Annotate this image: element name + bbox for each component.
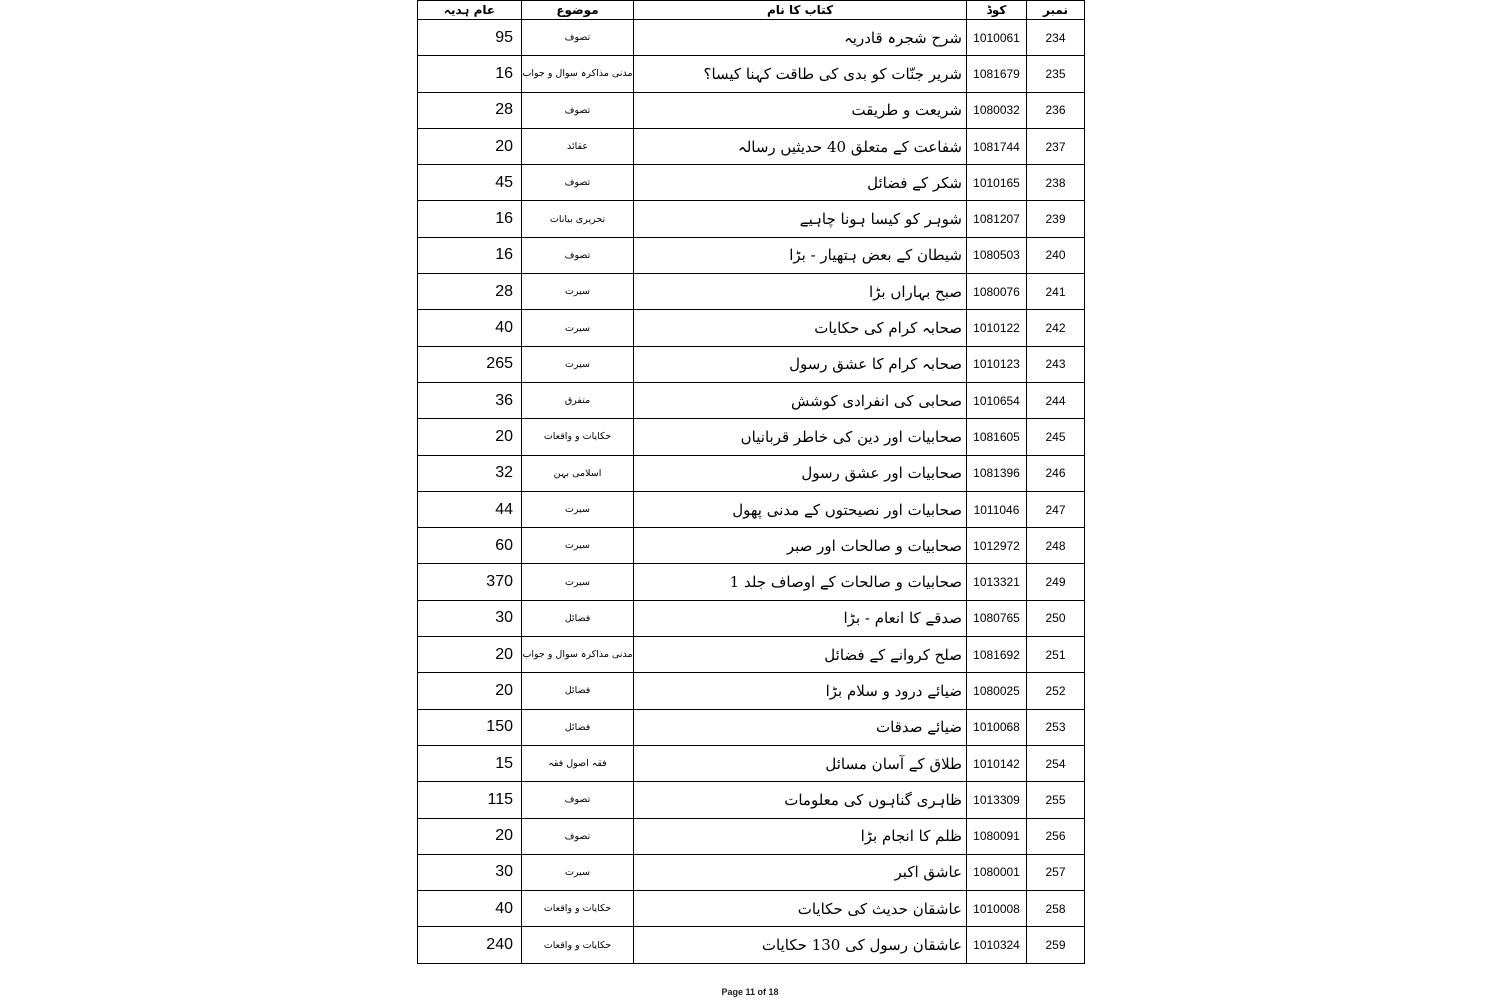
- table-row: [418, 564, 1085, 600]
- book-title-cell: صحابیات اور عشق رسول: [634, 455, 967, 491]
- price-cell: 60: [418, 528, 522, 564]
- number-cell: 248: [1027, 528, 1085, 564]
- table-row: [418, 600, 1085, 636]
- number-cell: 254: [1027, 745, 1085, 781]
- number-cell: 236: [1027, 92, 1085, 128]
- header-price: عام ہدیہ: [418, 1, 522, 20]
- table-row: [418, 891, 1085, 927]
- table-header: [418, 1, 1085, 20]
- number-cell: 237: [1027, 128, 1085, 164]
- price-cell: 16: [418, 56, 522, 92]
- price-cell: 28: [418, 274, 522, 310]
- number-cell: 258: [1027, 891, 1085, 927]
- table-row: [418, 274, 1085, 310]
- book-title-cell: عاشقان حدیث کی حکایات: [634, 891, 967, 927]
- topic-cell: تصوف: [522, 165, 634, 201]
- topic-cell: اسلامی بہن: [522, 455, 634, 491]
- book-title-cell: شیطان کے بعض ہتھیار - بڑا: [634, 237, 967, 273]
- catalog-sheet: [417, 0, 1084, 964]
- table-row: [418, 854, 1085, 890]
- book-title-cell: شفاعت کے متعلق 40 حدیثیں رسالہ: [634, 128, 967, 164]
- number-cell: 249: [1027, 564, 1085, 600]
- price-cell: 115: [418, 782, 522, 818]
- table-row: [418, 818, 1085, 854]
- number-cell: 246: [1027, 455, 1085, 491]
- topic-cell: فضائل: [522, 673, 634, 709]
- book-title-cell: صحابہ کرام کی حکایات: [634, 310, 967, 346]
- code-cell: 1081692: [967, 637, 1027, 673]
- header-title: کتاب کا نام: [634, 1, 967, 20]
- book-title-cell: ظاہری گناہوں کی معلومات: [634, 782, 967, 818]
- code-cell: 1013309: [967, 782, 1027, 818]
- code-cell: 1080765: [967, 600, 1027, 636]
- code-cell: 1080091: [967, 818, 1027, 854]
- price-cell: 150: [418, 709, 522, 745]
- book-title-cell: شریعت و طریقت: [634, 92, 967, 128]
- topic-cell: تصوف: [522, 92, 634, 128]
- code-cell: 1081605: [967, 419, 1027, 455]
- price-cell: 20: [418, 128, 522, 164]
- topic-cell: عقائد: [522, 128, 634, 164]
- table-row: [418, 709, 1085, 745]
- topic-cell: مدنی مذاکرہ سوال و جواب: [522, 637, 634, 673]
- price-cell: 30: [418, 600, 522, 636]
- code-cell: 1010142: [967, 745, 1027, 781]
- table-row: [418, 491, 1085, 527]
- price-cell: 20: [418, 673, 522, 709]
- table-row: [418, 455, 1085, 491]
- table-row: [418, 56, 1085, 92]
- table-body: [418, 20, 1085, 964]
- number-cell: 259: [1027, 927, 1085, 963]
- number-cell: 238: [1027, 165, 1085, 201]
- code-cell: 1080503: [967, 237, 1027, 273]
- price-cell: 44: [418, 491, 522, 527]
- book-title-cell: ظلم کا انجام بڑا: [634, 818, 967, 854]
- book-title-cell: صحابیات و صالحات اور صبر: [634, 528, 967, 564]
- table-row: [418, 637, 1085, 673]
- book-title-cell: صلح کروانے کے فضائل: [634, 637, 967, 673]
- table-row: [418, 782, 1085, 818]
- book-title-cell: طلاق کے آسان مسائل: [634, 745, 967, 781]
- code-cell: 1010122: [967, 310, 1027, 346]
- number-cell: 247: [1027, 491, 1085, 527]
- price-cell: 40: [418, 891, 522, 927]
- code-cell: 1011046: [967, 491, 1027, 527]
- table-row: [418, 201, 1085, 237]
- topic-cell: تصوف: [522, 818, 634, 854]
- table-row: [418, 419, 1085, 455]
- code-cell: 1012972: [967, 528, 1027, 564]
- code-cell: 1081396: [967, 455, 1027, 491]
- page-number: Page 11 of 18: [721, 987, 779, 997]
- book-title-cell: شریر جنّات کو بدی کی طاقت کہنا کیسا؟: [634, 56, 967, 92]
- book-title-cell: ضیائے درود و سلام بڑا: [634, 673, 967, 709]
- table-row: [418, 673, 1085, 709]
- book-title-cell: صحابیات اور نصیحتوں کے مدنی پھول: [634, 491, 967, 527]
- number-cell: 241: [1027, 274, 1085, 310]
- number-cell: 245: [1027, 419, 1085, 455]
- price-cell: 240: [418, 927, 522, 963]
- book-catalog-table: [417, 0, 1085, 964]
- header-topic: موضوع: [522, 1, 634, 20]
- topic-cell: متفرق: [522, 382, 634, 418]
- header-code: کوڈ: [967, 1, 1027, 20]
- table-row: [418, 528, 1085, 564]
- code-cell: 1080076: [967, 274, 1027, 310]
- topic-cell: تصوف: [522, 20, 634, 56]
- code-cell: 1013321: [967, 564, 1027, 600]
- number-cell: 255: [1027, 782, 1085, 818]
- table-row: [418, 382, 1085, 418]
- table-row: [418, 310, 1085, 346]
- price-cell: 265: [418, 346, 522, 382]
- number-cell: 244: [1027, 382, 1085, 418]
- price-cell: 30: [418, 854, 522, 890]
- book-title-cell: صحابی کی انفرادی کوشش: [634, 382, 967, 418]
- number-cell: 250: [1027, 600, 1085, 636]
- table-row: [418, 128, 1085, 164]
- header-row: [418, 1, 1085, 20]
- book-title-cell: عاشقان رسول کی 130 حکایات: [634, 927, 967, 963]
- table-row: [418, 92, 1085, 128]
- table-row: [418, 745, 1085, 781]
- number-cell: 242: [1027, 310, 1085, 346]
- book-title-cell: صحابیات اور دین کی خاطر قربانیاں: [634, 419, 967, 455]
- code-cell: 1081207: [967, 201, 1027, 237]
- topic-cell: حکایات و واقعات: [522, 927, 634, 963]
- code-cell: 1081679: [967, 56, 1027, 92]
- code-cell: 1010061: [967, 20, 1027, 56]
- code-cell: 1010654: [967, 382, 1027, 418]
- number-cell: 253: [1027, 709, 1085, 745]
- price-cell: 370: [418, 564, 522, 600]
- table-row: [418, 346, 1085, 382]
- price-cell: 20: [418, 419, 522, 455]
- code-cell: 1080001: [967, 854, 1027, 890]
- number-cell: 252: [1027, 673, 1085, 709]
- code-cell: 1010324: [967, 927, 1027, 963]
- table-row: [418, 927, 1085, 963]
- book-title-cell: عاشق اکبر: [634, 854, 967, 890]
- code-cell: 1010165: [967, 165, 1027, 201]
- price-cell: 16: [418, 237, 522, 273]
- topic-cell: حکایات و واقعات: [522, 891, 634, 927]
- topic-cell: فضائل: [522, 600, 634, 636]
- price-cell: 45: [418, 165, 522, 201]
- code-cell: 1010068: [967, 709, 1027, 745]
- topic-cell: سیرت: [522, 854, 634, 890]
- header-number: نمبر: [1027, 1, 1085, 20]
- price-cell: 15: [418, 745, 522, 781]
- table-row: [418, 237, 1085, 273]
- table-row: [418, 165, 1085, 201]
- book-title-cell: صدقے کا انعام - بڑا: [634, 600, 967, 636]
- number-cell: 251: [1027, 637, 1085, 673]
- table-row: [418, 20, 1085, 56]
- price-cell: 36: [418, 382, 522, 418]
- book-title-cell: ضیائے صدقات: [634, 709, 967, 745]
- topic-cell: فضائل: [522, 709, 634, 745]
- topic-cell: تصوف: [522, 237, 634, 273]
- price-cell: 20: [418, 637, 522, 673]
- topic-cell: سیرت: [522, 491, 634, 527]
- price-cell: 28: [418, 92, 522, 128]
- topic-cell: سیرت: [522, 310, 634, 346]
- topic-cell: سیرت: [522, 564, 634, 600]
- number-cell: 235: [1027, 56, 1085, 92]
- book-title-cell: صبح بہاراں بڑا: [634, 274, 967, 310]
- number-cell: 240: [1027, 237, 1085, 273]
- topic-cell: تصوف: [522, 782, 634, 818]
- number-cell: 256: [1027, 818, 1085, 854]
- code-cell: 1081744: [967, 128, 1027, 164]
- number-cell: 243: [1027, 346, 1085, 382]
- topic-cell: مدنی مذاکرہ سوال و جواب: [522, 56, 634, 92]
- number-cell: 257: [1027, 854, 1085, 890]
- book-title-cell: شکر کے فضائل: [634, 165, 967, 201]
- code-cell: 1010008: [967, 891, 1027, 927]
- price-cell: 95: [418, 20, 522, 56]
- price-cell: 40: [418, 310, 522, 346]
- price-cell: 32: [418, 455, 522, 491]
- number-cell: 239: [1027, 201, 1085, 237]
- code-cell: 1080032: [967, 92, 1027, 128]
- book-title-cell: شرح شجرہ قادریہ: [634, 20, 967, 56]
- book-title-cell: صحابیات و صالحات کے اوصاف جلد 1: [634, 564, 967, 600]
- topic-cell: سیرت: [522, 528, 634, 564]
- topic-cell: تحریری بیانات: [522, 201, 634, 237]
- price-cell: 20: [418, 818, 522, 854]
- code-cell: 1080025: [967, 673, 1027, 709]
- topic-cell: سیرت: [522, 274, 634, 310]
- price-cell: 16: [418, 201, 522, 237]
- book-title-cell: صحابہ کرام کا عشق رسول: [634, 346, 967, 382]
- code-cell: 1010123: [967, 346, 1027, 382]
- book-title-cell: شوہر کو کیسا ہونا چاہیے: [634, 201, 967, 237]
- topic-cell: فقہ اصول فقہ: [522, 745, 634, 781]
- topic-cell: سیرت: [522, 346, 634, 382]
- number-cell: 234: [1027, 20, 1085, 56]
- topic-cell: حکایات و واقعات: [522, 419, 634, 455]
